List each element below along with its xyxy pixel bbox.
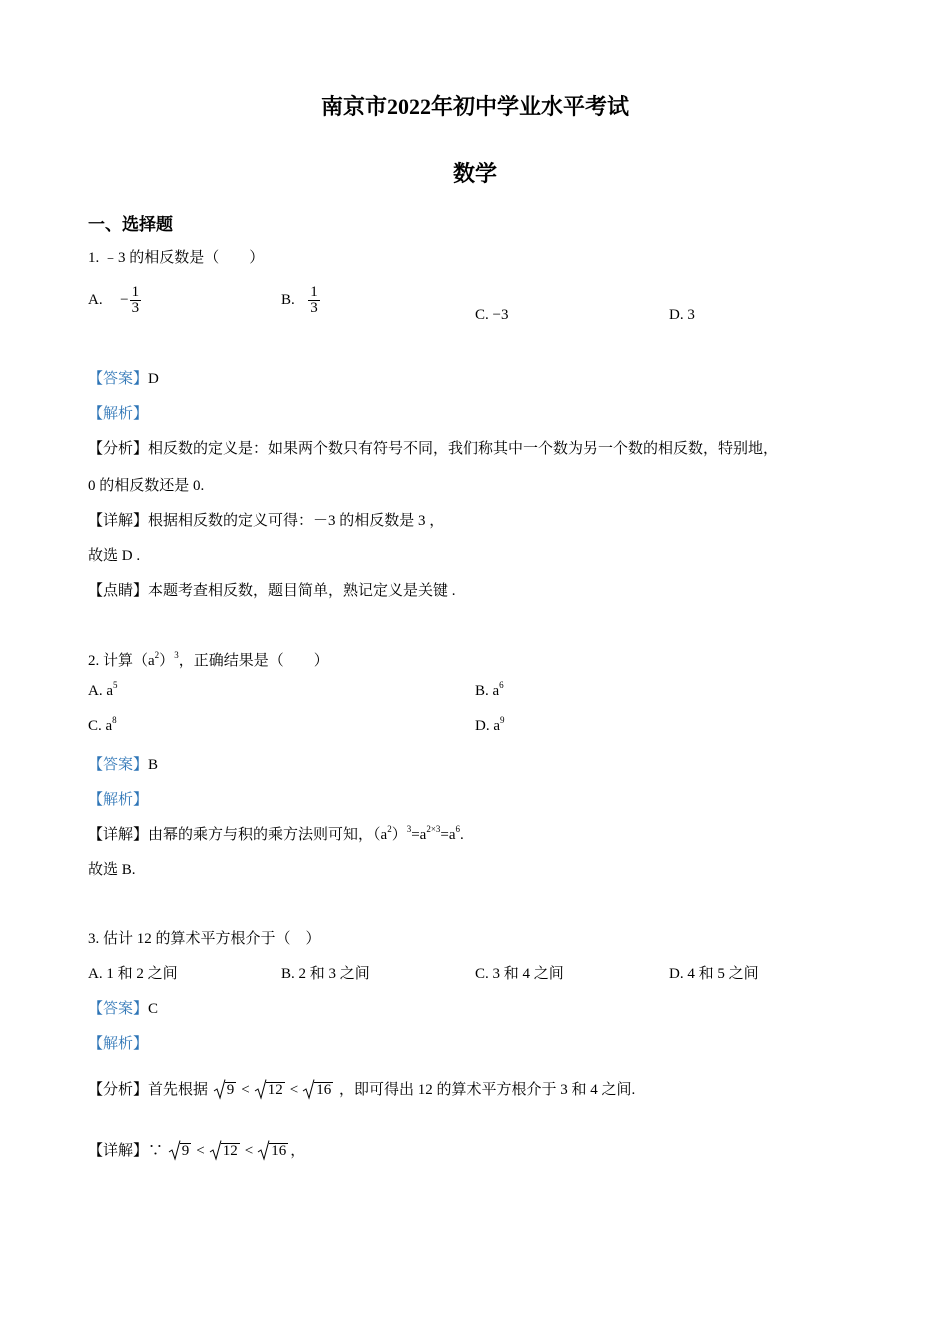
q1-option-b-denominator: 3 bbox=[310, 300, 318, 316]
q1-option-a bbox=[88, 285, 141, 316]
question-2-stem bbox=[88, 649, 329, 670]
q2-xiangjie-exponent-2: 3 bbox=[406, 824, 412, 834]
q3-xiangjie-tag: 【详解】 bbox=[88, 1143, 149, 1159]
q3-answer bbox=[88, 997, 158, 1018]
q2-xiangjie-eq-2: =a bbox=[440, 827, 456, 843]
sqrt-12-b bbox=[210, 1143, 240, 1160]
q2-analysis-tag: 【解析】 bbox=[88, 792, 149, 808]
q2-stem-exponent-2: 3 bbox=[174, 650, 179, 660]
sqrt-9 bbox=[214, 1082, 237, 1099]
sqrt-16 bbox=[303, 1082, 333, 1099]
q2-xiangjie-eq-1: =a bbox=[411, 827, 427, 843]
q1-option-b-numerator: 1 bbox=[310, 284, 318, 300]
less-than-4: < bbox=[244, 1143, 254, 1159]
q1-fenxi-tag: 【分析】 bbox=[88, 441, 149, 457]
q1-option-d: D. 3 bbox=[669, 307, 695, 323]
less-than-1: < bbox=[241, 1082, 250, 1098]
q1-dianjing-text: 本题考查相反数，题目简单，熟记定义是关键 . bbox=[148, 583, 456, 599]
q2-option-d bbox=[475, 715, 505, 735]
q1-fenxi-line1 bbox=[88, 437, 778, 458]
q2-xiangjie-exponent-4: 6 bbox=[455, 824, 461, 834]
q3-fenxi-tag: 【分析】 bbox=[88, 1082, 149, 1098]
q2-xiangjie-end: . bbox=[460, 827, 464, 843]
q2-stem-part-a: 2. 计算（a bbox=[88, 653, 155, 669]
q2-option-b-text: B. a bbox=[475, 683, 500, 699]
q1-option-a-sign: − bbox=[120, 292, 129, 308]
q2-answer-tag: 【答案】 bbox=[88, 757, 149, 773]
sqrt-9-b-radicand: 9 bbox=[181, 1143, 190, 1159]
q1-xiangjie bbox=[88, 509, 444, 530]
q2-conclusion: 故选 B. bbox=[88, 862, 136, 878]
document-title: 南京市2022年初中学业水平考试 bbox=[320, 94, 629, 119]
q2-option-b-exponent: 6 bbox=[499, 680, 504, 690]
q1-option-c: C. −3 bbox=[475, 307, 509, 323]
sqrt-12-b-radicand: 12 bbox=[222, 1143, 238, 1159]
q2-xiangjie bbox=[88, 823, 464, 844]
q3-fenxi bbox=[88, 1078, 635, 1099]
subject-title: 数学 bbox=[452, 161, 497, 186]
less-than-2: < bbox=[289, 1082, 299, 1098]
q3-xiangjie bbox=[88, 1139, 305, 1160]
q3-analysis-tag: 【解析】 bbox=[88, 1036, 149, 1052]
q2-option-c-text: C. a bbox=[88, 718, 113, 734]
q2-xiangjie-exponent-1: 2 bbox=[387, 824, 392, 834]
q1-dianjing bbox=[88, 579, 456, 600]
q3-option-b: B. 2 和 3 之间 bbox=[281, 966, 370, 982]
q2-stem-part-b: ） bbox=[159, 653, 175, 669]
q2-option-a bbox=[88, 680, 118, 700]
q2-option-b bbox=[475, 680, 504, 700]
q1-dianjing-tag: 【点睛】 bbox=[88, 583, 149, 599]
q2-option-c bbox=[88, 715, 117, 735]
sqrt-16-b bbox=[258, 1143, 288, 1160]
sqrt-16-radicand: 16 bbox=[316, 1082, 332, 1098]
q2-xiangjie-exponent-3: 2×3 bbox=[426, 824, 441, 834]
q1-fenxi-line2: 0 的相反数还是 0. bbox=[88, 478, 205, 494]
sqrt-9-radicand: 9 bbox=[226, 1082, 235, 1098]
q2-option-a-text: A. a bbox=[88, 683, 113, 699]
q3-xiangjie-post: ， bbox=[290, 1143, 306, 1159]
q1-option-a-denominator: 3 bbox=[131, 300, 140, 316]
q2-option-a-exponent: 5 bbox=[113, 680, 118, 690]
sqrt-9-b bbox=[169, 1143, 192, 1160]
q2-option-d-exponent: 9 bbox=[500, 715, 505, 725]
q2-answer bbox=[88, 753, 158, 774]
q2-xiangjie-close: ） bbox=[391, 827, 407, 843]
q2-option-c-exponent: 8 bbox=[112, 715, 117, 725]
sqrt-16-b-radicand: 16 bbox=[271, 1143, 287, 1159]
q1-option-b-fraction bbox=[308, 285, 320, 316]
question-1-stem: 1. ﹣3 的相反数是（ ） bbox=[88, 250, 265, 266]
q2-stem-part-c: ，正确结果是（ ） bbox=[178, 653, 329, 669]
q1-option-b bbox=[281, 285, 320, 316]
q3-option-d: D. 4 和 5 之间 bbox=[669, 966, 759, 982]
q3-fenxi-post: ，即可得出 12 的算术平方根介于 3 和 4 之间. bbox=[338, 1082, 636, 1098]
q2-option-d-text: D. a bbox=[475, 718, 500, 734]
q1-analysis-tag: 【解析】 bbox=[88, 406, 149, 422]
because-symbol: ∵ bbox=[148, 1143, 164, 1159]
q1-xiangjie-tag: 【详解】 bbox=[88, 513, 149, 529]
q3-option-c: C. 3 和 4 之间 bbox=[475, 966, 564, 982]
sqrt-12 bbox=[255, 1082, 285, 1099]
less-than-3: < bbox=[196, 1143, 205, 1159]
q3-option-a: A. 1 和 2 之间 bbox=[88, 966, 178, 982]
q1-option-b-label: B. bbox=[281, 292, 295, 308]
q1-answer bbox=[88, 367, 159, 388]
q3-answer-value: C bbox=[148, 1001, 159, 1017]
q2-xiangjie-text: 由幂的乘方与积的乘方法则可知，（a bbox=[148, 827, 388, 843]
q1-xiangjie-text: 根据相反数的定义可得：－3 的相反数是 3 ， bbox=[148, 513, 445, 529]
q1-option-a-fraction bbox=[130, 285, 142, 316]
sqrt-12-radicand: 12 bbox=[267, 1082, 283, 1098]
q2-stem-exponent-1: 2 bbox=[154, 650, 160, 660]
q1-answer-tag: 【答案】 bbox=[88, 371, 149, 387]
question-3-stem: 3. 估计 12 的算术平方根介于（ ） bbox=[88, 931, 321, 947]
q2-xiangjie-tag: 【详解】 bbox=[88, 827, 149, 843]
q3-answer-tag: 【答案】 bbox=[88, 1001, 149, 1017]
section-heading: 一、选择题 bbox=[88, 215, 173, 234]
q2-answer-value: B bbox=[148, 757, 159, 773]
q1-fenxi-text: 相反数的定义是：如果两个数只有符号不同，我们称其中一个数为另一个数的相反数，特别地， bbox=[148, 441, 779, 457]
q1-answer-value: D bbox=[148, 371, 159, 387]
q1-option-a-numerator: 1 bbox=[131, 284, 140, 300]
q1-conclusion: 故选 D . bbox=[88, 548, 141, 564]
q1-option-a-label: A. bbox=[88, 292, 103, 308]
q3-fenxi-pre: 首先根据 bbox=[148, 1082, 209, 1098]
